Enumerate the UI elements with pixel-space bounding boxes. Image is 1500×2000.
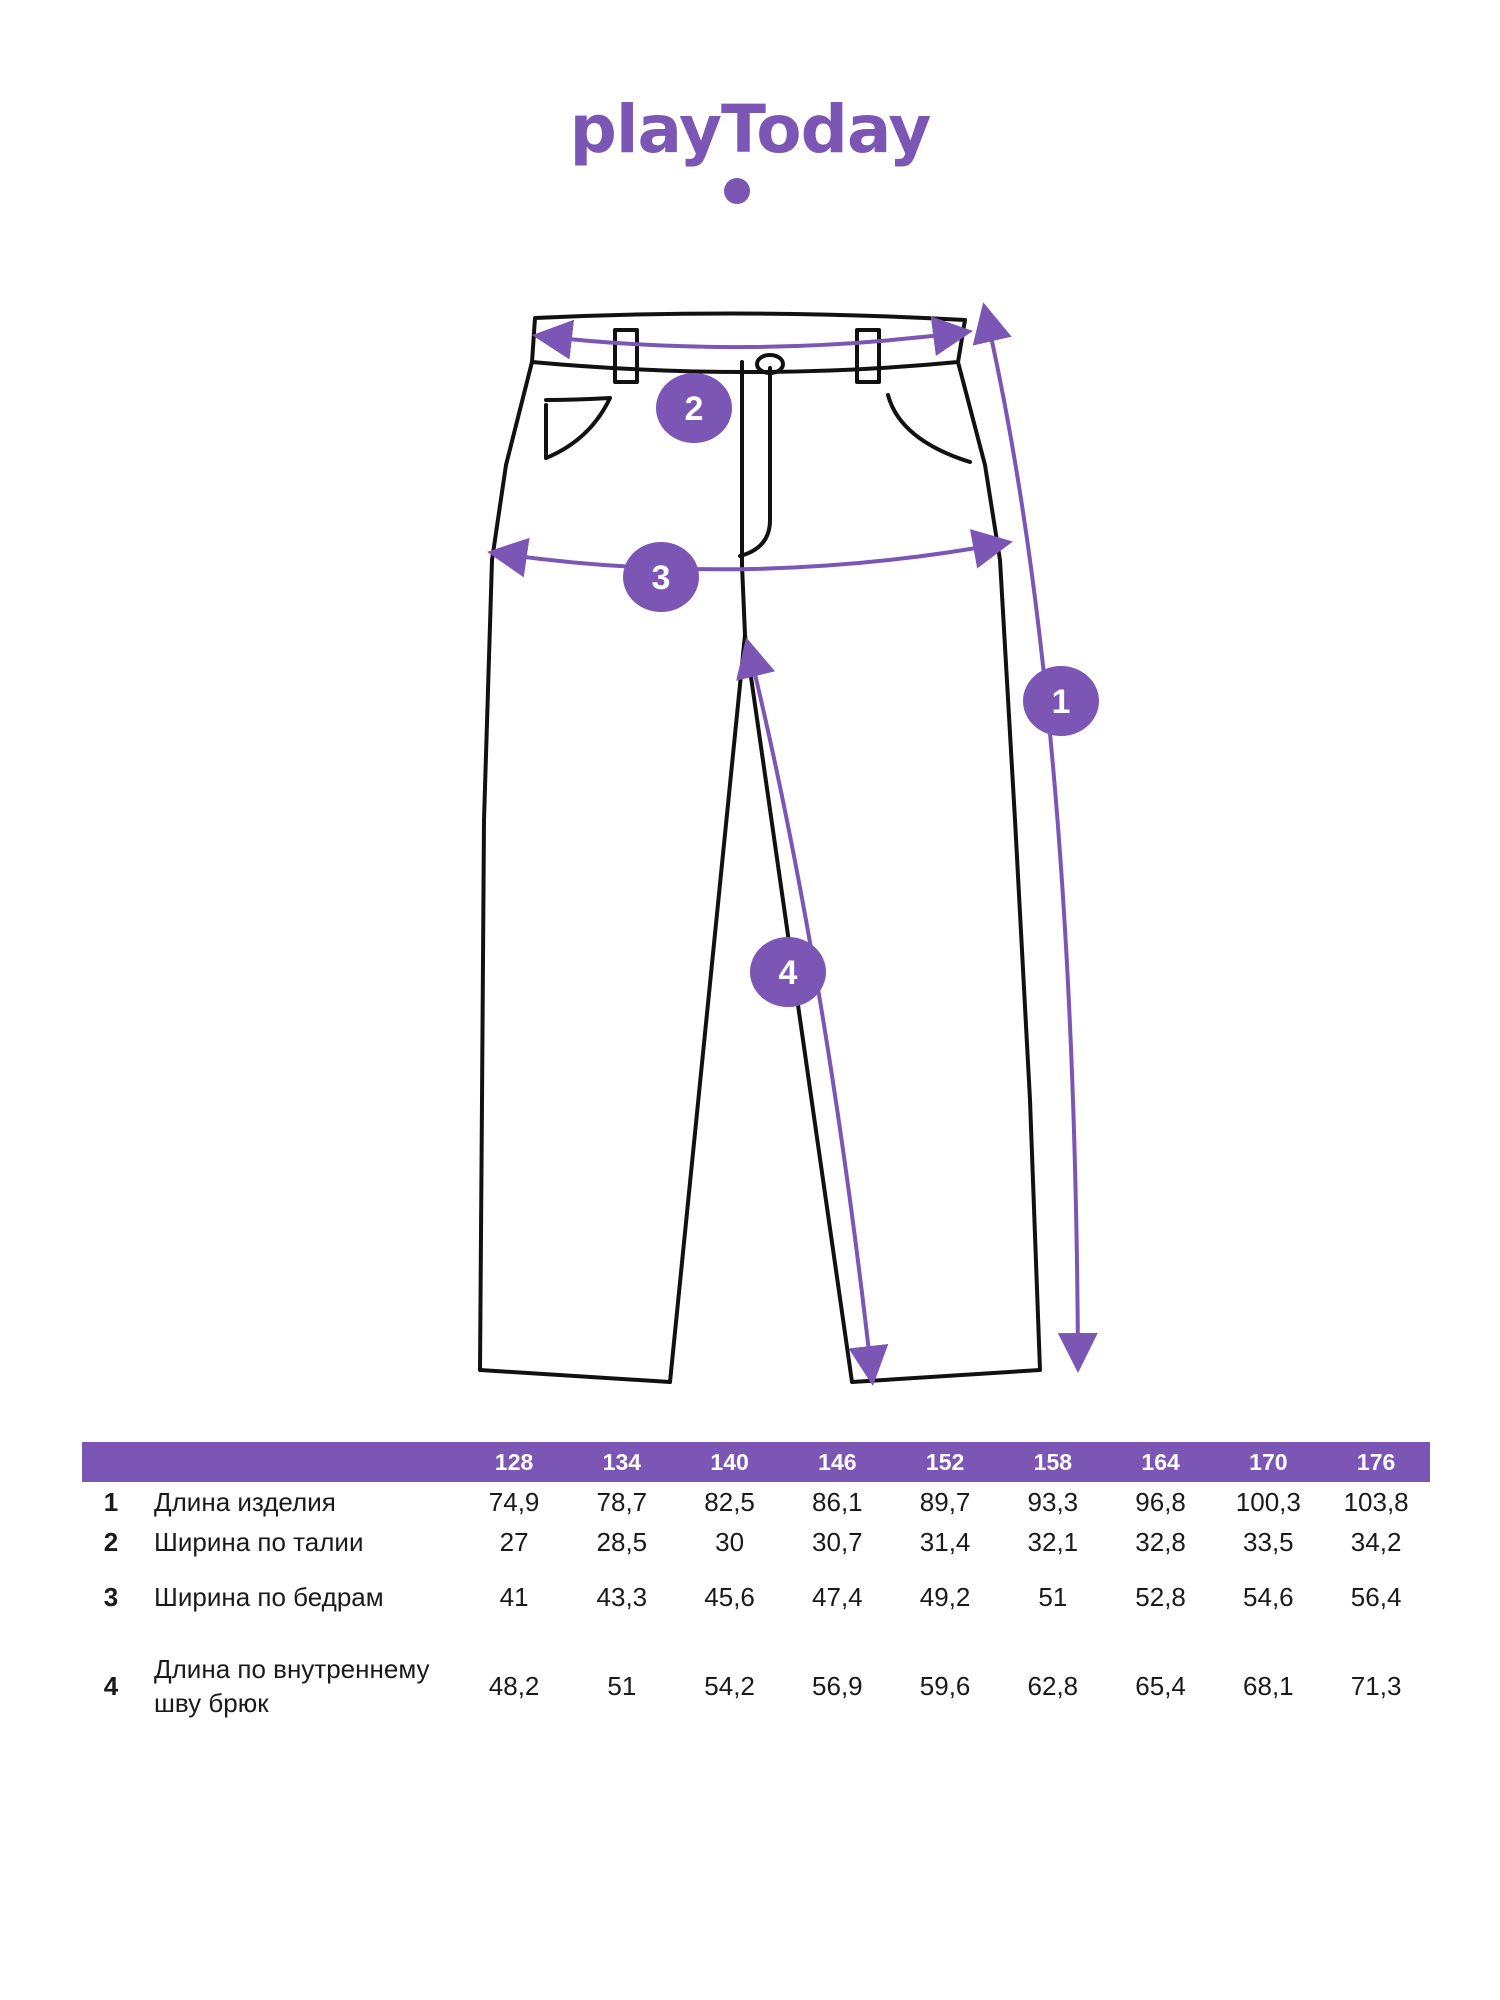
row-label: Ширина по талии — [154, 1527, 364, 1557]
table-cell: 45,6 — [704, 1581, 755, 1612]
badge-2 — [656, 373, 732, 443]
pants-outline — [480, 313, 1040, 1382]
badge-2-label: 2 — [684, 390, 704, 428]
header-empty-num — [82, 1442, 140, 1482]
table-cell: 32,8 — [1135, 1526, 1186, 1557]
table-cell: 89,7 — [919, 1486, 971, 1517]
row-label: Ширина по бедрам — [154, 1582, 384, 1612]
size-header: 140 — [676, 1442, 784, 1482]
row-number: 1 — [103, 1486, 119, 1517]
table-cell: 54,6 — [1243, 1581, 1294, 1612]
table-cell: 62,8 — [1027, 1670, 1079, 1701]
table-cell: 96,8 — [1135, 1486, 1186, 1517]
size-header: 170 — [1214, 1442, 1322, 1482]
row-number: 2 — [103, 1526, 119, 1557]
size-header: 128 — [460, 1442, 568, 1482]
waist-arrow — [540, 332, 965, 347]
table-row — [82, 1522, 1430, 1562]
measurement-badges — [623, 373, 1099, 1007]
size-header: 134 — [568, 1442, 676, 1482]
brand-logo-text: playToday — [569, 91, 931, 168]
table-cell: 71,3 — [1350, 1670, 1402, 1701]
table-row — [82, 1632, 1430, 1740]
size-header: 152 — [891, 1442, 999, 1482]
table-cell: 68,1 — [1243, 1670, 1294, 1701]
header-empty-label — [140, 1442, 460, 1482]
size-header: 176 — [1322, 1442, 1430, 1482]
table-cell: 100,3 — [1235, 1486, 1301, 1517]
badge-1 — [1023, 666, 1099, 736]
hip-arrow — [495, 543, 1005, 569]
table-cell: 48,2 — [488, 1670, 540, 1701]
table-cell: 30 — [715, 1526, 745, 1557]
table-cell: 30,7 — [812, 1526, 863, 1557]
measurement-arrows — [495, 310, 1078, 1378]
size-header: 164 — [1107, 1442, 1215, 1482]
table-cell: 43,3 — [596, 1581, 648, 1612]
inseam-arrow — [748, 645, 872, 1378]
table-cell: 41 — [499, 1581, 529, 1612]
table-row — [82, 1482, 1430, 1522]
table-cell: 65,4 — [1135, 1670, 1186, 1701]
table-cell: 33,5 — [1243, 1526, 1294, 1557]
table-cell: 51 — [1038, 1581, 1068, 1612]
badge-1-label: 1 — [1051, 683, 1071, 721]
table-cell: 28,5 — [596, 1526, 648, 1557]
row-label: Длина изделия — [154, 1487, 336, 1517]
table-cell: 49,2 — [919, 1581, 971, 1612]
table-cell: 56,4 — [1350, 1581, 1402, 1612]
badge-3-label: 3 — [651, 559, 671, 597]
table-cell: 103,8 — [1343, 1486, 1409, 1517]
table-cell: 78,7 — [596, 1486, 648, 1517]
table-cell: 47,4 — [812, 1581, 863, 1612]
size-table — [82, 1442, 1430, 1740]
size-header: 146 — [783, 1442, 891, 1482]
table-cell: 82,5 — [704, 1486, 755, 1517]
table-cell: 56,9 — [812, 1670, 863, 1701]
table-cell: 93,3 — [1027, 1486, 1079, 1517]
table-cell: 27 — [499, 1526, 529, 1557]
table-cell: 54,2 — [704, 1670, 755, 1701]
table-cell: 34,2 — [1350, 1526, 1402, 1557]
table-cell: 51 — [607, 1670, 637, 1701]
table-cell: 52,8 — [1135, 1581, 1186, 1612]
size-header: 158 — [999, 1442, 1107, 1482]
length-arrow — [985, 310, 1078, 1365]
table-row — [82, 1562, 1430, 1632]
badge-4-label: 4 — [778, 954, 798, 992]
row-number: 4 — [103, 1670, 119, 1701]
table-cell: 74,9 — [488, 1486, 540, 1517]
table-cell: 32,1 — [1027, 1526, 1079, 1557]
table-cell: 59,6 — [919, 1670, 971, 1701]
badge-4 — [750, 937, 826, 1007]
table-cell: 31,4 — [919, 1526, 971, 1557]
table-cell: 86,1 — [812, 1486, 863, 1517]
badge-3 — [623, 542, 699, 612]
row-number: 3 — [103, 1581, 119, 1612]
row-label: Длина по внутреннему шву брюк — [154, 1654, 430, 1718]
size-header-row — [82, 1442, 1430, 1482]
